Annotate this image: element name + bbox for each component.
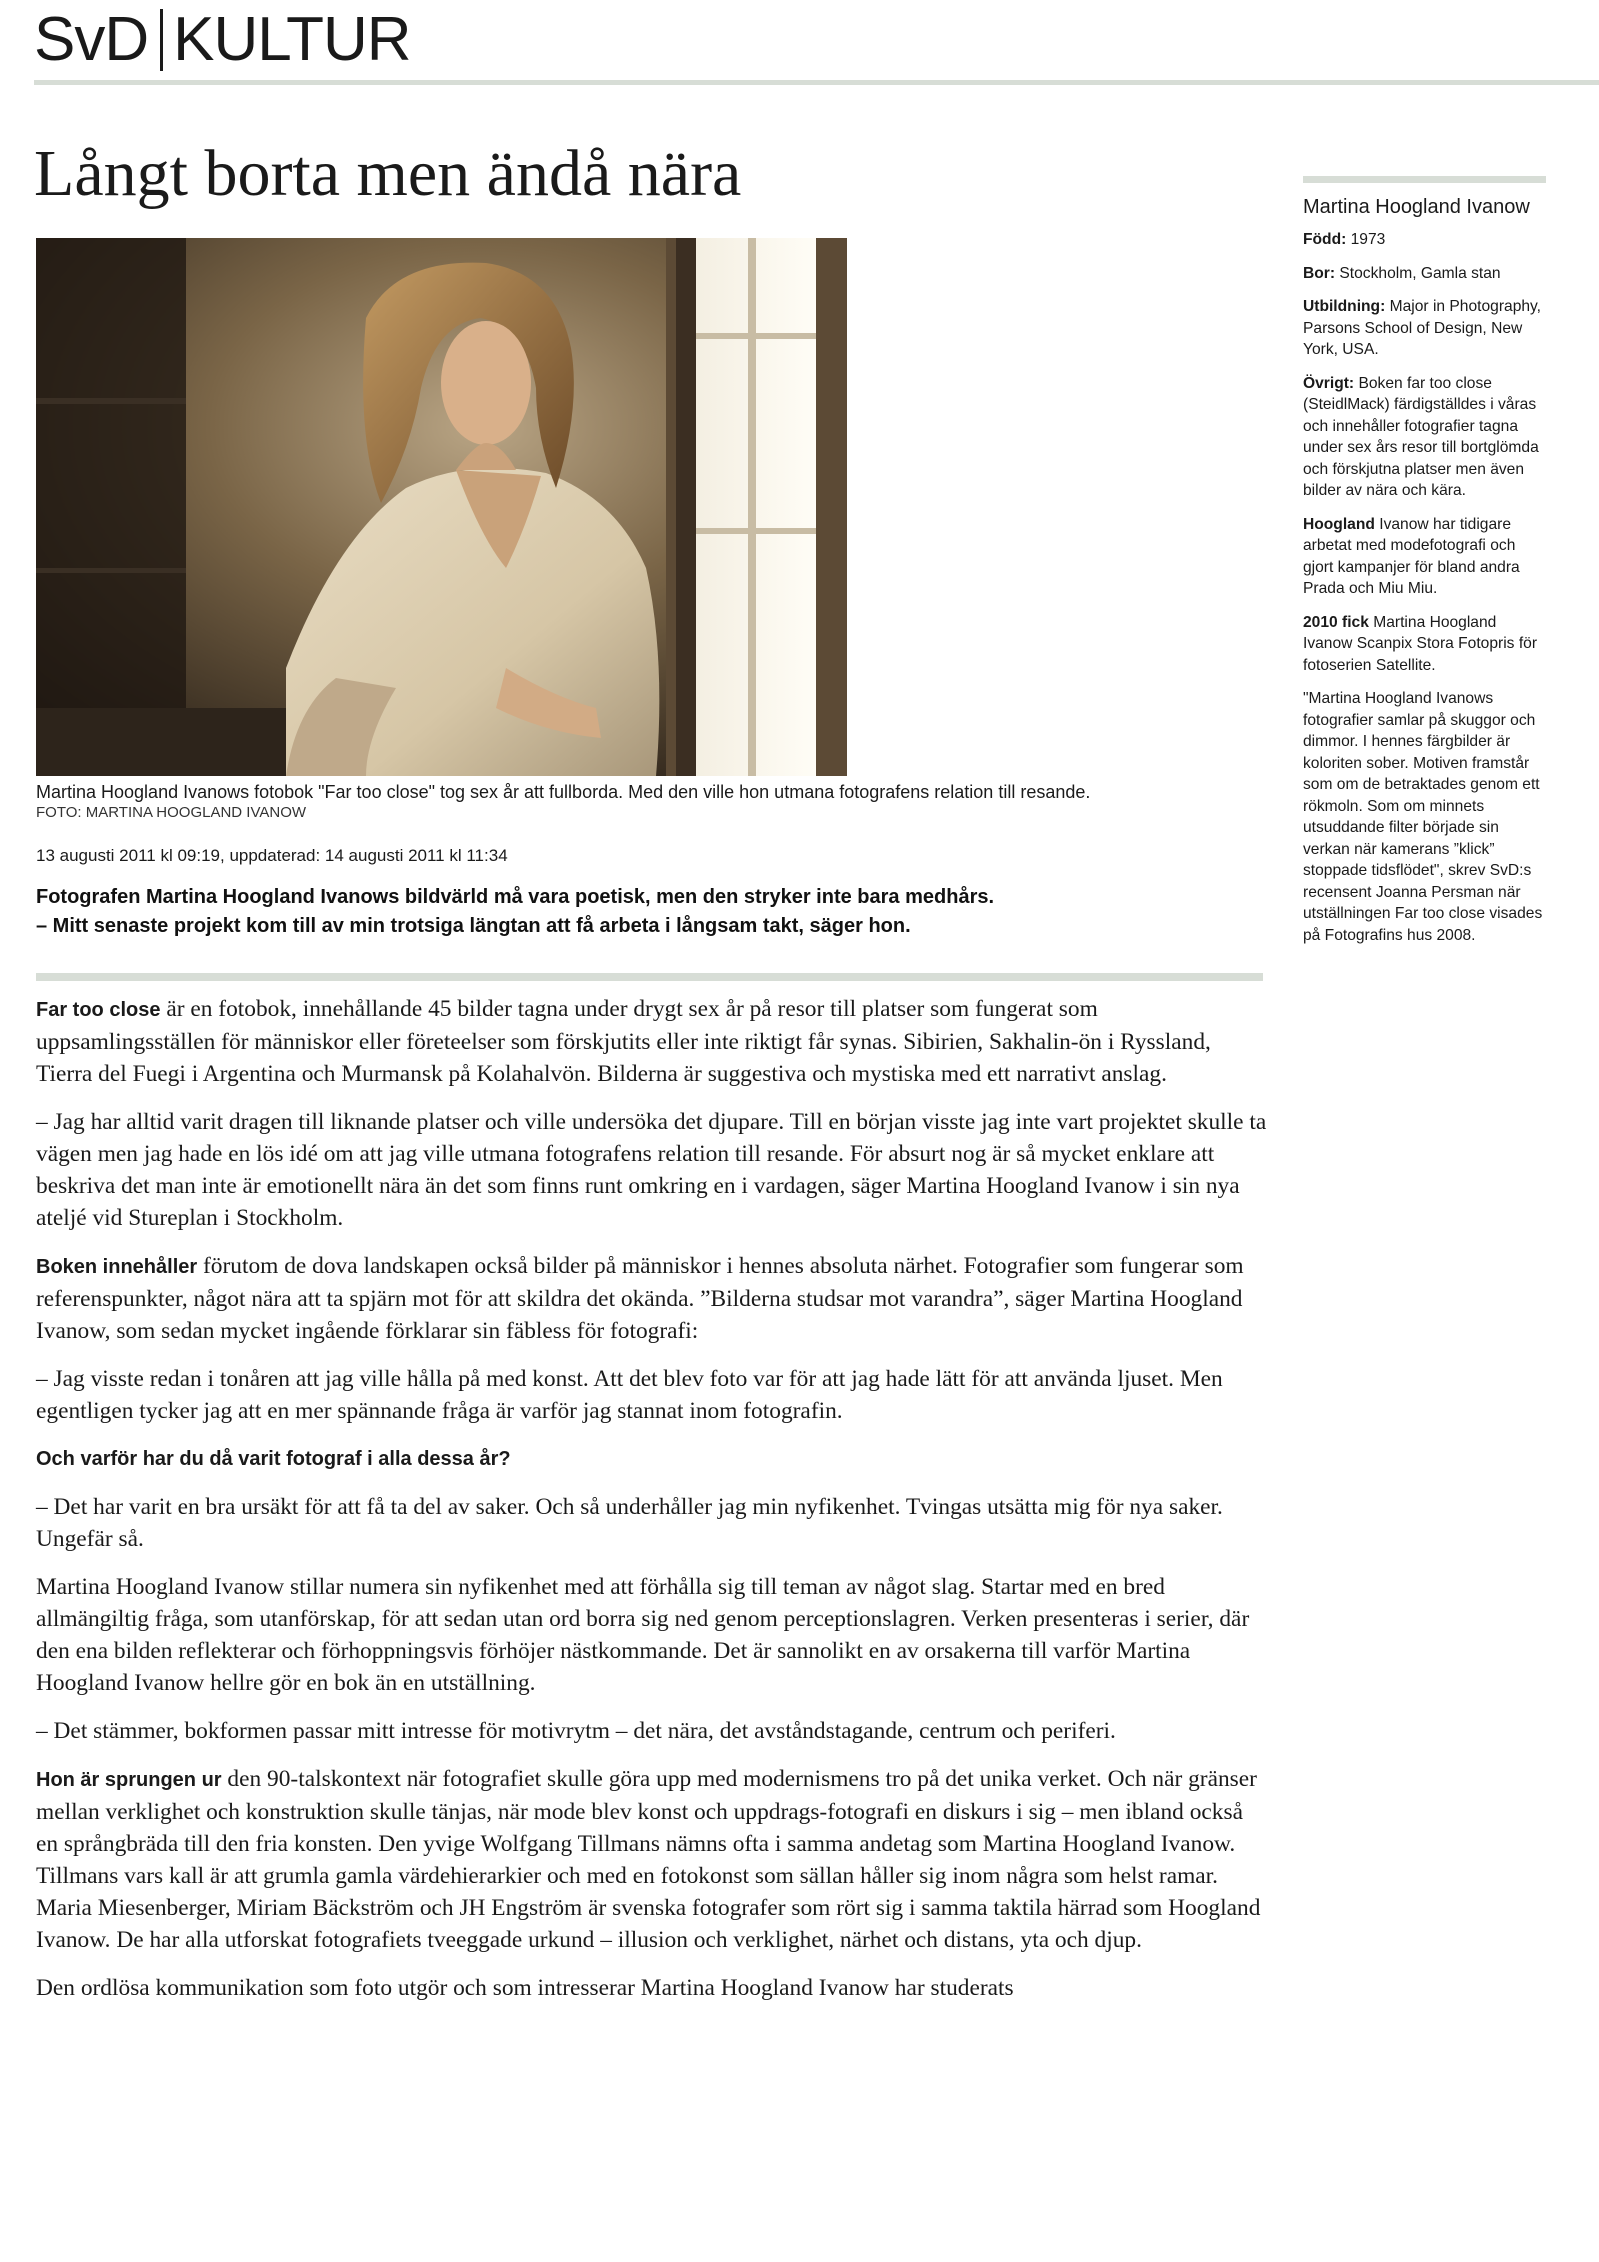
- fact-lives: [1303, 263, 1546, 285]
- article-photo: [36, 238, 847, 776]
- fact-misc: [1303, 373, 1546, 502]
- logo-divider: [160, 9, 163, 71]
- fact-review-quote: "Martina Hoogland Ivanows fotografier samlar på skuggor och dimmor. I hennes färgbilder är koloriten sober. Motiven framstår som om de betraktades genom ett rökmoln. Som om minnets utsuddande filter började sin verkan när kamerans ”klick” stoppade tidsflödet", skrev SvD:s recensent Joanna Persman när utställningen Far too close visades på Fotografins hus 2008.: [1303, 690, 1543, 944]
- fact-box: [1303, 196, 1546, 958]
- body-paragraph: [36, 1250, 1270, 1347]
- paragraph-kicker: Far too close: [36, 999, 161, 1021]
- fact-award: [1303, 612, 1546, 677]
- fact-value: Boken far too close (SteidlMack) färdigställdes i våras och innehåller fotografier tagna under sex års resor till bortglömda och förskjutna platser men även bilder av nära och kära.: [1303, 374, 1539, 499]
- fact-label: 2010 fick: [1303, 613, 1369, 631]
- fact-label: Utbildning:: [1303, 298, 1386, 315]
- fact-born: [1303, 229, 1546, 251]
- body-paragraph: – Jag visste redan i tonåren att jag ville hålla på med konst. Att det blev foto var för att jag hade lätt för att använda ljuset. Men egentligen tycker jag att en mer spännande fråga är varför jag stannat inom fotografin.: [36, 1366, 1223, 1424]
- article-body: [36, 993, 1270, 2020]
- fact-label: Övrigt:: [1303, 374, 1355, 392]
- dateline: 13 augusti 2011 kl 09:19, uppdaterad: 14 augusti 2011 kl 11:34: [36, 846, 508, 865]
- lead-quote: – Mitt senaste projekt kom till av min trotsiga längtan att få arbeta i långsam takt, säger hon.: [36, 915, 911, 937]
- caption-text: Martina Hoogland Ivanows fotobok "Far too close" tog sex år att fullborda. Med den ville hon utmana fotografens relation till resande.: [36, 782, 1091, 802]
- body-paragraph: – Det stämmer, bokformen passar mitt intresse för motivrytm – det nära, det avståndstagande, centrum och periferi.: [36, 1718, 1116, 1744]
- fact-value: Martina Hoogland Ivanow Scanpix Stora Fotopris för fotoserien Satellite.: [1303, 613, 1538, 674]
- lead-paragraph: Fotografen Martina Hoogland Ivanows bildvärld må vara poetisk, men den stryker inte bara medhårs.: [36, 886, 995, 908]
- paragraph-text: den 90-talskontext när fotografiet skulle göra upp med modernismens tro på det unika verket. Och när gränser mellan verklighet och konstruktion skulle tänjas, när mode blev konst och uppdrags-fotografi en diskurs i sig – men ibland också en språngbräda till den fria konsten. Den yvige Wolfgang Tillmans nämns ofta i samma andetag som Martina Hoogland Ivanow. Tillmans vars kall är att grumla gamla värdehierarkier och med en fotokonst som sällan håller sig inom några som helst ramar. Maria Miesenberger, Miriam Bäckström och JH Engström är svenska fotografer som rört sig i samma taktila härrad som Hoogland Ivanow. De har alla utforskat fotografiets tveeggade urkund – illusion och verklighet, närhet och distans, yta och djup.: [36, 1766, 1261, 1953]
- sidebar-rule: [1303, 176, 1546, 183]
- body-paragraph: [36, 993, 1270, 1090]
- article-lead: [36, 883, 1266, 941]
- fact-value: Ivanow har tidigare arbetat med modefotografi och gjort kampanjer för bland andra Prada och Miu Miu.: [1303, 515, 1520, 597]
- fact-value: Stockholm, Gamla stan: [1335, 264, 1501, 282]
- fact-education: [1303, 296, 1546, 361]
- fact-value: 1973: [1346, 231, 1386, 248]
- lead-rule: [36, 973, 1263, 981]
- fact-career: [1303, 514, 1546, 600]
- body-paragraph: Martina Hoogland Ivanow stillar numera sin nyfikenhet med att förhålla sig till teman av något slag. Startar med en bred allmängiltig fråga, som utanförskap, för att sedan utan ord borra sig ned genom perceptionslagren. Verken presenteras i serier, där den ena bilden reflekterar och förhoppningsvis förhöjer nästkommande. Det är sannolikt en av orsakerna till varför Martina Hoogland Ivanow hellre gör en bok än en utställning.: [36, 1574, 1250, 1696]
- interview-question: Och varför har du då varit fotograf i alla dessa år?: [36, 1448, 511, 1470]
- paragraph-kicker: Boken innehåller: [36, 1256, 198, 1278]
- fact-label: Bor:: [1303, 264, 1336, 282]
- fact-value: Major in Photography, Parsons School of Design, New York, USA.: [1303, 298, 1542, 358]
- paragraph-text: är en fotobok, innehållande 45 bilder tagna under drygt sex år på resor till platser som fungerat som uppsamlingsställen för människor eller företeelser som förskjutits eller inte riktigt får synas. Sibirien, Sakhalin-ön i Ryssland, Tierra del Fuegi i Argentina och Murmansk på Kolahalvön. Bilderna är suggestiva och mystiska med ett narrativt anslag.: [36, 996, 1211, 1087]
- body-paragraph: [36, 1763, 1270, 1956]
- photo-caption: [36, 782, 1266, 822]
- fact-box-title: Martina Hoogland Ivanow: [1303, 196, 1530, 218]
- body-paragraph: – Det har varit en bra ursäkt för att få ta del av saker. Och så underhåller jag min nyfikenhet. Tvingas utsätta mig för nya saker. Ungefär så.: [36, 1494, 1223, 1552]
- masthead-rule: [34, 80, 1599, 85]
- body-paragraph: – Jag har alltid varit dragen till liknande platser och ville undersöka det djupare. Till en början visste jag inte vart projektet skulle ta vägen men jag hade en lös idé om att jag ville utmana fotografens relation till resande. För absurt nog är så mycket enklare att beskriva det man inte är emotionellt nära än det som finns runt omkring en i vardagen, säger Martina Hoogland Ivanow i sin nya ateljé vid Stureplan i Stockholm.: [36, 1109, 1267, 1231]
- body-paragraph: Den ordlösa kommunikation som foto utgör och som intresserar Martina Hoogland Ivanow har studerats: [36, 1975, 1014, 2001]
- portrait-photo-image: [36, 238, 847, 776]
- fact-label: Född:: [1303, 231, 1347, 248]
- paragraph-text: förutom de dova landskapen också bilder på människor i hennes absoluta närhet. Fotografier som fungerar som referenspunkter, något nära att ta spjärn mot för att skildra det okända. ”Bilderna studsar mot varandra”, säger Martina Hoogland Ivanow, som sedan mycket ingående förklarar sin fäbless för fotografi:: [36, 1253, 1244, 1344]
- fact-label: Hoogland: [1303, 515, 1375, 533]
- logo-section: KULTUR: [173, 5, 411, 74]
- article-headline: Långt borta men ändå nära: [34, 137, 742, 210]
- logo[interactable]: [34, 0, 411, 80]
- photo-credit: FOTO: MARTINA HOOGLAND IVANOW: [36, 803, 307, 821]
- paragraph-kicker: Hon är sprungen ur: [36, 1769, 222, 1791]
- logo-brand: SvD: [34, 5, 149, 74]
